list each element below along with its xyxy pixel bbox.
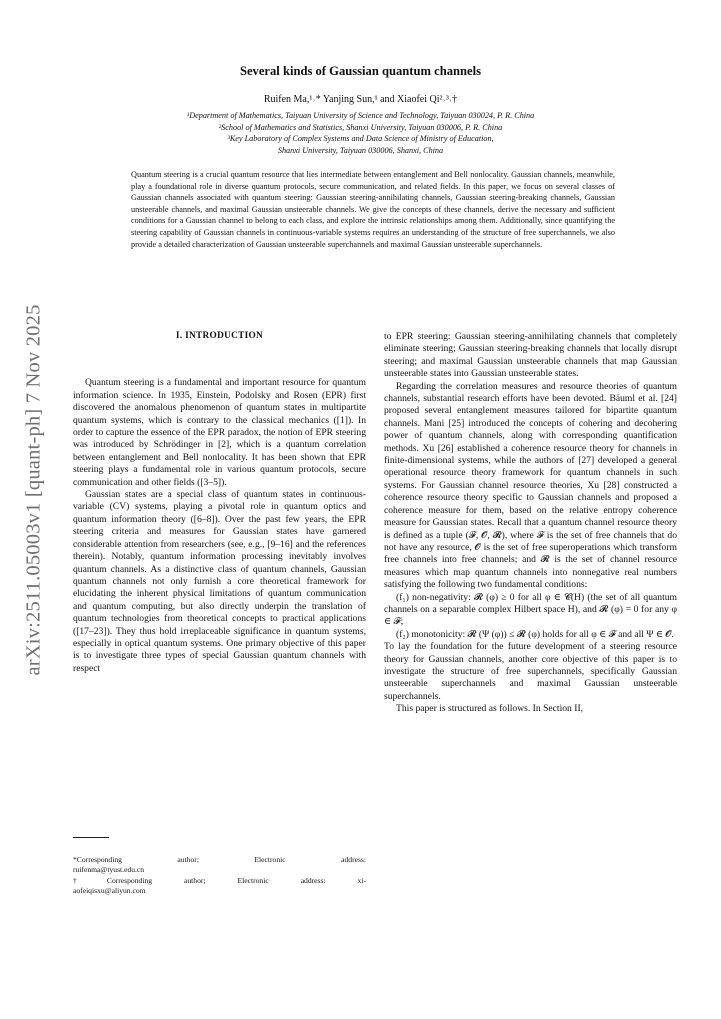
paragraph: To lay the foundation for the future development of a steering resource theory for Gaussian channels, another core objective of this paper is to investigate the structure of free superchannels, specifically Gaussian unsteerable superchannels and maximal Gaussian unsteerable superchannels.	[384, 641, 677, 702]
affiliation-1: ¹Department of Mathematics, Taiyuan University of Science and Technology, Taiyuan 030024, P. R. China	[186, 111, 535, 120]
left-column	[73, 330, 366, 675]
affiliation-3: ³Key Laboratory of Complex Systems and Data Science of Ministry of Education,	[227, 134, 494, 143]
footnote-email: ruifenma@tyust.edu.cn	[73, 865, 145, 875]
arxiv-sidebar	[14, 290, 54, 690]
paragraph: to EPR steering: Gaussian steering-annihilating channels that completely eliminate steering; Gaussian steering-breaking channels that locally disrupt steering; and maximal Gaussian unsteerable channels that map Gaussian unsteerable states into Gaussian unsteerable states.	[384, 331, 677, 380]
arxiv-identifier: arXiv:2511.05003v1 [quant-ph] 7 Nov 2025	[22, 304, 45, 676]
paragraph: This paper is structured as follows. In Section II,	[396, 703, 584, 715]
condition-f2: (f₂) monotonicity: 𝓡 (Ψ (φ)) ≤ 𝓡 (φ) holds for all φ ∈ 𝓕 and all Ψ ∈ 𝓞.	[396, 628, 674, 640]
condition-f1: (f₁) non-negativity: 𝓡 (φ) ≥ 0 for all φ ∈ 𝓒(H) (the set of all quantum channels on a separable complex Hilbert space H), and 𝓡 (φ) = 0 for any φ ∈ 𝓕;	[384, 591, 677, 628]
footnote-line: †Corresponding author; Electronic address: xi-	[73, 875, 366, 885]
abstract: Quantum steering is a crucial quantum resource that lies intermediate between entanglement and Bell nonlocality. Gaussian channels, meanwhile, play a foundational role in diverse quantum protocols, secure communication, and related fields. In this paper, we focus on several classes of Gaussian channels associated with quantum steering: Gaussian steering-annihilating channels, Gaussian steering-breaking channels, Gaussian unsteerable channels, and maximal Gaussian unsteerable channels. We give the concepts of these channels, derive the necessary and sufficient conditions for a Gaussian channel to belong to each class, and explore the intrinsic relationships among them. Additionally, since quantifying the steering capability of Gaussian channels in continuous-variable systems requires an understanding of the structure of free superchannels, we also provide a detailed characterization of Gaussian unsteerable superchannels and maximal Gaussian unsteerable superchannels.	[131, 170, 615, 249]
affiliation-3-cont: Shanxi University, Taiyuan 030006, Shanxi, China	[277, 145, 444, 155]
footnote-email: aofeiqisxu@aliyun.com	[73, 885, 146, 895]
paragraph: Quantum steering is a fundamental and important resource for quantum information science. In 1935, Einstein, Podolsky and Rosen (EPR) first discovered the anomalous phenomenon of quantum states in multipartite quantum systems, which is contrary to the classical mechanics ([1]). In order to capture the essence of the EPR paradox, the notion of EPR steering was introduced by Schrödinger in [2], which is a quantum correlation between entanglement and Bell nonlocality. It has been shown that EPR steering plays a fundamental role in various quantum protocols, secure communication and other fields ([3–5]).	[73, 377, 366, 488]
footnote-line: *Corresponding author; Electronic address:	[73, 855, 366, 864]
paragraph: Regarding the correlation measures and resource theories of quantum channels, substantial research efforts have been devoted. Bäuml et al. [24] proposed several entanglement measures tailored for bipartite quantum channels. Mani [25] introduced the concepts of cohering and decohering power of quantum channels, along with corresponding quantification methods. Xu [26] established a coherence resource theory for channels in finite-dimensional systems, while the authors of [27] developed a general operational resource theory framework for quantum channels in such systems. For Gaussian channel resource theories, Xu [28] constructed a coherence resource theory specific to Gaussian channels and proposed a coherence measure for them, based on the relative entropy coherence measure for Gaussian states. Recall that a quantum channel resource theory is defined as a tuple (𝓕, 𝓞, 𝓡), where 𝓕 is the set of free channels that do not have any resource, 𝓞 is the set of free superoperations which transform free channels into free channels; and 𝓡 is the set of channel resource measures which map quantum channels into nonnegative real numbers satisfying the following two fundamental conditions:	[384, 380, 677, 591]
paragraph: Gaussian states are a special class of quantum states in continuous-variable (CV) systems, playing a pivotal role in quantum optics and quantum information theory ([6–8]). Over the past few years, the EPR steering criteria and measures for Gaussian states have garnered considerable attention from researchers (see, e.g., [9–16] and the references therein). Notably, quantum information processing inevitably involves quantum channels. As a distinctive class of quantum channels, Gaussian quantum channels not only furnish a core theoretical framework for elucidating the inherent physical limitations of quantum communication and quantum computing, but also directly underpin the translation of quantum technologies from theoretical concepts to practical applications ([17–23]). They thus hold irreplaceable significance in quantum systems, especially in optical quantum systems. One primary objective of this paper is to investigate three types of special Gaussian quantum channels with respect	[73, 489, 366, 674]
author-list: Ruifen Ma,¹˒* Yanjing Sun,¹ and Xiaofei Qi²˒³˒†	[263, 94, 458, 105]
right-column	[384, 331, 677, 716]
paper-title: Several kinds of Gaussian quantum channels	[239, 64, 482, 78]
footnotes	[73, 855, 366, 896]
affiliation-2: ²School of Mathematics and Statistics, Shanxi University, Taiyuan 030006, P. R. China	[218, 122, 503, 132]
affiliations	[0, 110, 721, 156]
footnote-rule	[73, 837, 109, 838]
section-heading: I. INTRODUCTION	[175, 331, 264, 341]
